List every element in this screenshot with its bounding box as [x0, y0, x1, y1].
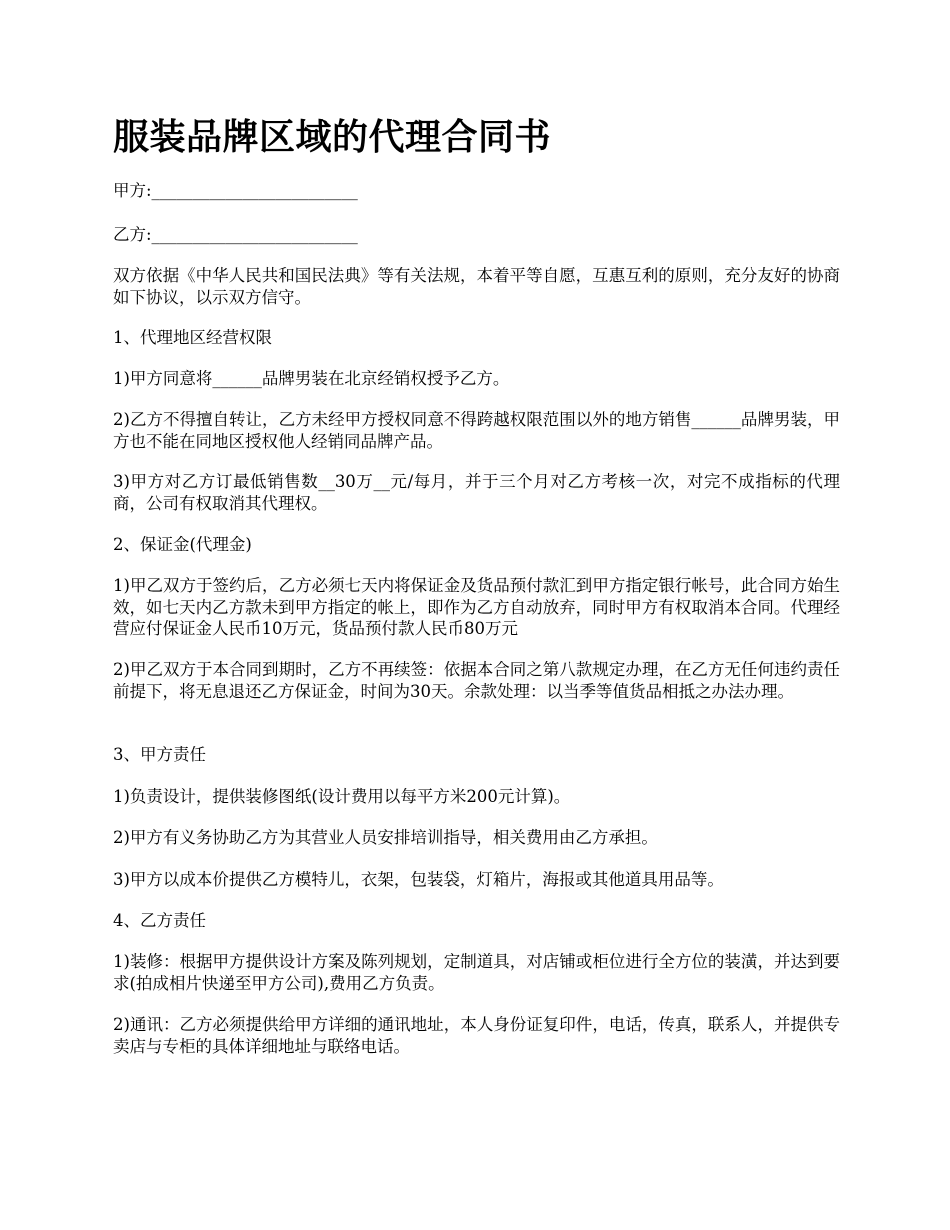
clause-1-3: 3)甲方对乙方订最低销售数__30万__元/每月，并于三个月对乙方考核一次，对完不成指标的代理商，公司有权取消其代理权。 [113, 472, 840, 513]
section-heading-4: 4、乙方责任 [113, 911, 206, 930]
preamble-paragraph: 双方依据《中华人民共和国民法典》等有关法规，本着平等自愿，互惠互利的原则，充分友好的协商如下协议，以示双方信守。 [113, 266, 840, 307]
party-a-line: 甲方:_________________________ [113, 181, 358, 200]
clause-4-1: 1)装修：根据甲方提供设计方案及陈列规划，定制道具，对店铺或柜位进行全方位的装潢，并达到要求(拍成相片快递至甲方公司),费用乙方负责。 [113, 952, 840, 993]
section-heading-1: 1、代理地区经营权限 [113, 328, 272, 347]
clause-1-2: 2)乙方不得擅自转让，乙方未经甲方授权同意不得跨越权限范围以外的地方销售______品牌男装，甲方也不能在同地区授权他人经销同品牌产品。 [113, 410, 840, 451]
section-heading-3: 3、甲方责任 [113, 745, 206, 764]
clause-4-2: 2)通讯：乙方必须提供给甲方详细的通讯地址，本人身份证复印件，电话，传真，联系人，并提供专卖店与专柜的具体详细地址与联络电话。 [113, 1015, 840, 1056]
party-b-line: 乙方:_________________________ [113, 225, 358, 244]
section-heading-2: 2、保证金(代理金) [113, 535, 252, 554]
clause-3-3: 3)甲方以成本价提供乙方模特儿，衣架，包装袋，灯箱片，海报或其他道具用品等。 [113, 870, 724, 889]
clause-1-1: 1)甲方同意将______品牌男装在北京经销权授予乙方。 [113, 369, 510, 388]
clause-2-1: 1)甲乙双方于签约后，乙方必须七天内将保证金及货品预付款汇到甲方指定银行帐号，此合同方始生效，如七天内乙方款未到甲方指定的帐上，即作为乙方自动放弃，同时甲方有权取消本合同。代理经营应付保证金人民币10万元，货品预付款人民币80万元 [113, 576, 840, 638]
clause-2-2: 2)甲乙双方于本合同到期时，乙方不再续签：依据本合同之第八款规定办理，在乙方无任何违约责任前提下，将无息退还乙方保证金，时间为30天。余款处理：以当季等值货品相抵之办法办理。 [113, 660, 840, 701]
clause-3-2: 2)甲方有义务协助乙方为其营业人员安排培训指导，相关费用由乙方承担。 [113, 828, 658, 847]
clause-3-1: 1)负责设计，提供装修图纸(设计费用以每平方米200元计算)。 [113, 787, 571, 806]
document-title: 服装品牌区域的代理合同书 [113, 116, 552, 158]
